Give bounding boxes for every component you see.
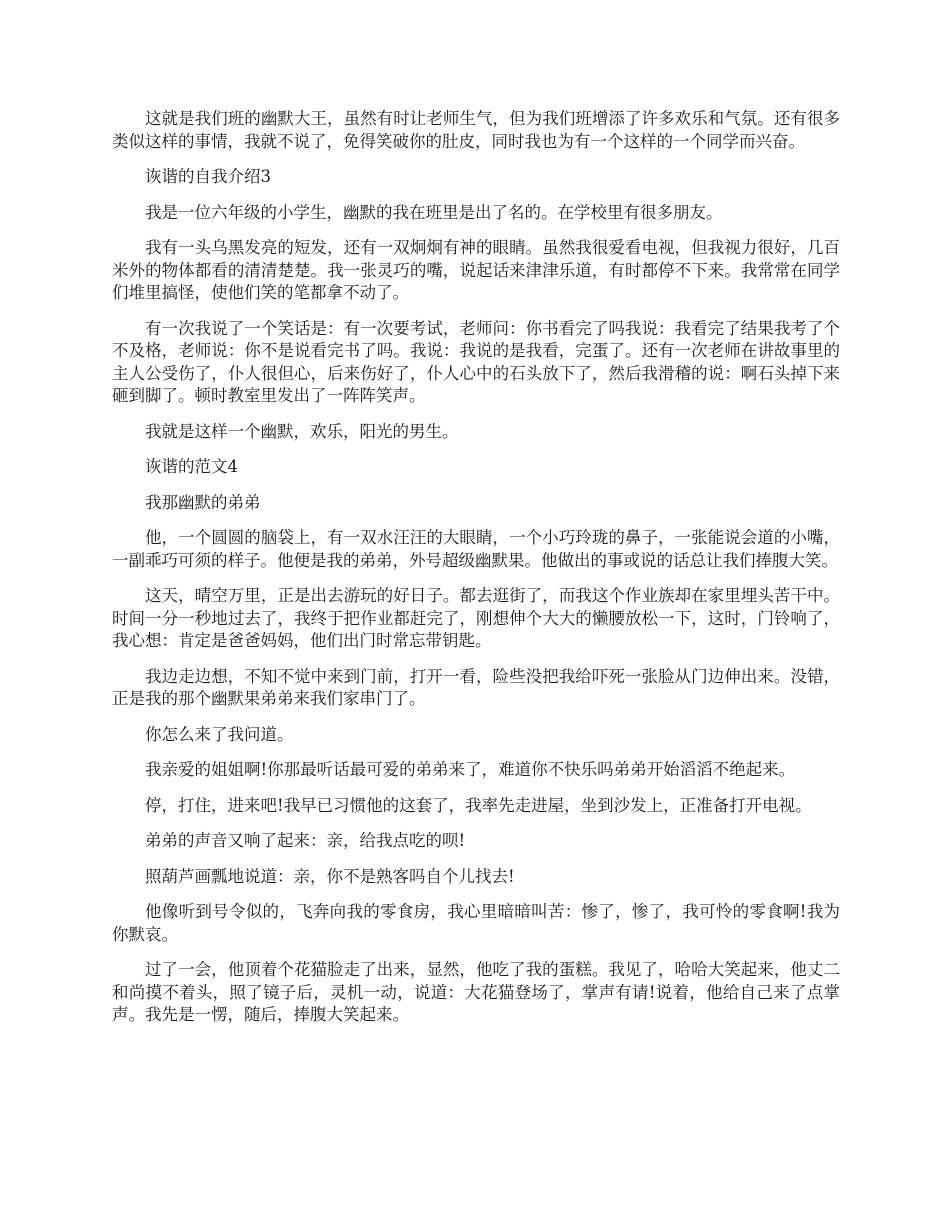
paragraph: 这就是我们班的幽默大王，虽然有时让老师生气，但为我们班增添了许多欢乐和气氛。还有很多类似这样的事情，我就不说了，免得笑破你的肚皮，同时我也为有一个这样的一个同学而兴奋。 [112,109,840,151]
paragraph: 你怎么来了我问道。 [145,724,294,744]
essay-title: 我那幽默的弟弟 [145,492,261,512]
paragraph: 有一次我说了一个笑话是：有一次要考试，老师问：你书看完了吗我说：我看完了结果我考了个不及格，老师说：你不是说看完书了吗。我说：我说的是我看，完蛋了。还有一次老师在讲故事里的主人公受伤了，仆人很但心，后来伤好了，仆人心中的石头放下了，然后我滑稽的说：啊石头掉下来砸到脚了。顿时教室里发出了一阵阵笑声。 [112,318,840,405]
paragraph: 他，一个圆圆的脑袋上，有一双水汪汪的大眼睛，一个小巧玲珑的鼻子，一张能说会道的小嘴，一副乖巧可须的样子。他便是我的弟弟，外号超级幽默果。他做出的事或说的话总让我们捧腹大笑。 [112,528,840,570]
section-heading: 诙谐的范文4 [145,457,238,476]
paragraph: 这天，晴空万里，正是出去游玩的好日子。都去逛街了，而我这个作业族却在家里埋头苦干中。时间一分一秒地过去了，我终于把作业都赶完了，刚想伸个大大的懒腰放松一下，这时，门铃响了，我心想：肯定是爸爸妈妈，他们出门时常忘带钥匙。 [112,586,840,650]
paragraph: 我就是这样一个幽默，欢乐，阳光的男生。 [145,421,459,441]
paragraph: 我是一位六年级的小学生，幽默的我在班里是出了名的。在学校里有很多朋友。 [145,202,723,222]
paragraph: 我亲爱的姐姐啊!你那最听话最可爱的弟弟来了，难道你不快乐吗弟弟开始滔滔不绝起来。 [145,760,796,779]
paragraph: 停，打住，进来吧!我早已习惯他的这套了，我率先走进屋，坐到沙发上，正准备打开电视。 [145,795,812,815]
paragraph: 他像听到号令似的，飞奔向我的零食房，我心里暗暗叫苦：惨了，惨了，我可怜的零食啊!我为你默哀。 [112,902,840,944]
paragraph: 照葫芦画瓢地说道：亲，你不是熟客吗自个儿找去! [145,866,515,886]
paragraph: 过了一会，他顶着个花猫脸走了出来，显然，他吃了我的蛋糕。我见了，哈哈大笑起来，他丈二和尚摸不着头，照了镜子后，灵机一动，说道：大花猫登场了，掌声有请!说着，他给自己来了点掌声。我先是一愣，随后，捧腹大笑起来。 [112,960,840,1024]
document-body [112,108,840,1040]
section-heading: 诙谐的自我介绍3 [145,167,271,186]
paragraph: 我边走边想，不知不觉中来到门前，打开一看，险些没把我给吓死一张脸从门边伸出来。没错，正是我的那个幽默果弟弟来我们家串门了。 [112,666,840,708]
paragraph: 弟弟的声音又响了起来：亲，给我点吃的呗! [145,831,466,850]
paragraph: 我有一头乌黑发亮的短发，还有一双炯炯有神的眼睛。虽然我很爱看电视，但我视力很好，几百米外的物体都看的清清楚楚。我一张灵巧的嘴，说起话来津津乐道，有时都停不下来。我常常在同学们堆里搞怪，使他们笑的笔都拿不动了。 [112,238,840,302]
